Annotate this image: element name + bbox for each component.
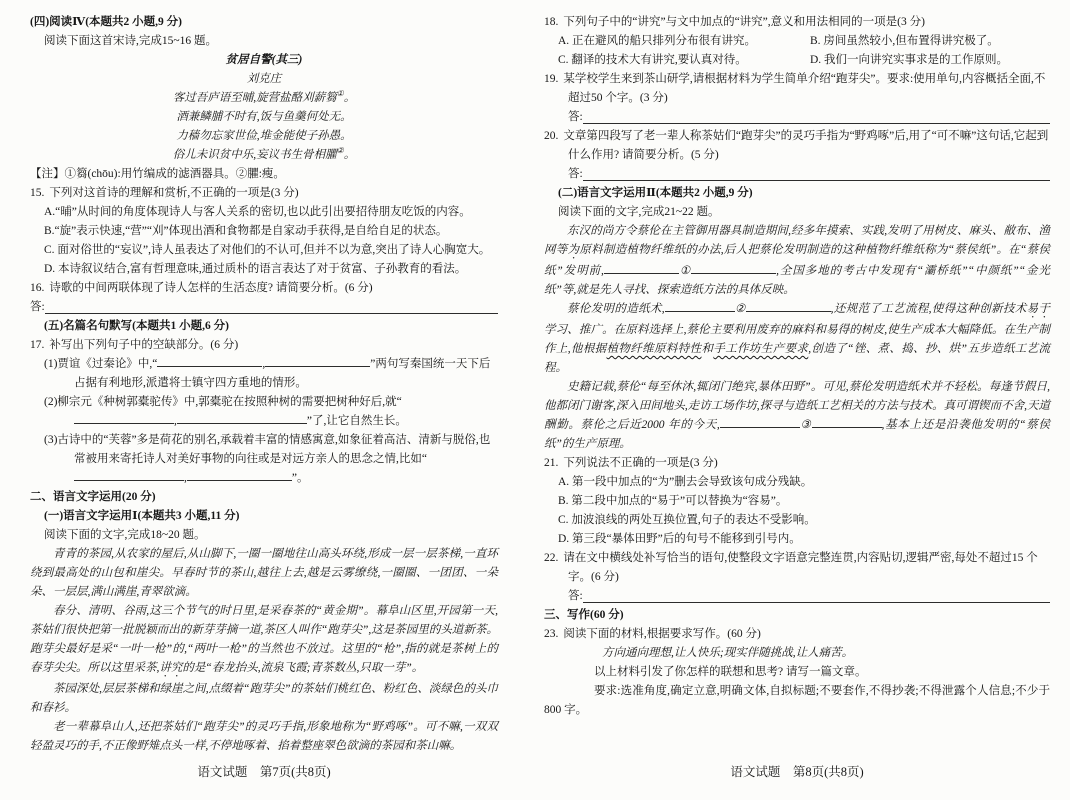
essay-material: 方向通向理想,让人快乐;现实伴随挑战,让人痛苦。 xyxy=(602,647,854,659)
p1-text-b: 原料制造植物纤维纸的办法,后人把蔡伦发明制造的这种植物纤维纸称为“蔡侯纸”。在“蔡侯纸”发明前, xyxy=(544,244,1051,277)
passage-paragraph-4: 老一辈幕阜山人,还把茶姑们“跑芽尖”的灵巧手指,形象地称为“野鸡啄”。可不嘛,一双双轻盈灵巧的手,不正像野雉点头一样,不停地啄着、掐着整座翠色欲滴的茶园和茶山嘛。 xyxy=(30,721,498,752)
poem-footnotes: 【注】①篘(chōu):用竹编成的滤酒器具。②臞:瘦。 xyxy=(30,168,285,180)
question-17-number: 17. xyxy=(30,339,45,351)
paragraph-2-text: 春分、清明、谷雨,这三个节气的时日里,是采春茶的“黄金期”。幕阜山区里,开园第一天,茶姑们很快把第一批脱颖而出的新芽芽摘一道,茶区人叫作“跑芽尖”,这是茶园里的头道新茶。跑芽尖最好是采“一叶一枪”的,“两叶一枪”的当然也不放过。这里的“枪”,指的就是茶树上的春芽尖尖。所以这里采茶, xyxy=(30,605,498,674)
question-20-stem: 文章第四段写了老一辈人称茶姑们“跑芽尖”的灵巧手指为“野鸡啄”后,用了“可不嘛”这句话,它起到什么作用? 请简要分析。(5 分) xyxy=(563,130,1049,161)
section-iv-heading: (四)阅读Ⅳ(本题共2 小题,9 分) xyxy=(30,16,182,28)
comma: , xyxy=(262,358,266,370)
item-1-text: (1)贾谊《过秦论》中,“ xyxy=(44,358,158,370)
fill-in-blank xyxy=(720,416,800,428)
question-19-stem: 某学校学生来到茶山研学,请根据材料为学生简单介绍“跑芽尖”。要求:使用单句,内容概括全面,不超过50 个字。(3 分) xyxy=(563,73,1046,104)
fill-in-blank xyxy=(691,262,776,274)
question-16-answer-line xyxy=(30,298,498,317)
question-17-item-2 xyxy=(44,393,498,431)
passage-paragraph-2 xyxy=(30,602,498,680)
question-18-options-cd xyxy=(558,51,1050,70)
circled-number-2: ② xyxy=(734,303,746,315)
emphasis-dotted-wei: 为 xyxy=(567,244,580,256)
question-21-stem: 下列说法不正确的一项是(3 分) xyxy=(563,457,718,469)
question-21-option-d: D. 第三段“暴体田野”后的句号不能移到引号内。 xyxy=(558,533,801,545)
poem-author: 刘克庄 xyxy=(246,73,282,85)
question-18-option-d: D. 我们一向讲究实事求是的工作原则。 xyxy=(810,54,1009,66)
question-23-stem: 阅读下面的材料,根据要求写作。(60 分) xyxy=(563,628,761,640)
reading-instruction-passage-2: 阅读下面的文字,完成21~22 题。 xyxy=(558,206,720,218)
p2-text-b: ,还规范了工艺流程,使得这种创新技术 xyxy=(830,303,1027,315)
question-15-option-d: D. 本诗叙议结合,富有哲理意味,通过质朴的语言表达了对于贫富、子孙教育的看法。 xyxy=(44,263,467,275)
question-21-option-a: A. 第一段中加点的“为”删去会导致该句成分残缺。 xyxy=(558,476,813,488)
fill-in-blank xyxy=(265,355,370,367)
question-17-item-1 xyxy=(44,355,498,393)
wavy-underline-phrase-2: 手工作坊生产要求 xyxy=(713,343,809,355)
question-15-option-c: C. 面对俗世的“妄议”,诗人虽表达了对他们的不认可,但并不以为意,突出了诗人心胸宽大。 xyxy=(44,244,491,256)
p2-conjunction: 和 xyxy=(701,343,714,355)
question-18-option-b: B. 房间虽然较小,但布置得讲究极了。 xyxy=(810,35,999,47)
answer-blank xyxy=(583,123,1050,124)
p3-text-b: ,基本上还是沿袭他发明的“蔡侯纸”的生产原理。 xyxy=(544,419,1050,450)
question-20-number: 20. xyxy=(544,130,559,142)
reading-instruction-passage-1: 阅读下面的文字,完成18~20 题。 xyxy=(44,529,206,541)
fill-in-blank xyxy=(746,300,831,312)
tea-garden-passage xyxy=(30,545,498,756)
question-18-stem: 下列句子中的“讲究”与文中加点的“讲究”,意义和用法相同的一项是(3 分) xyxy=(563,16,925,28)
essay-prompt: 以上材料引发了你怎样的联想和思考? 请写一篇文章。 xyxy=(594,666,867,678)
page-8-footer: 语文试题 第8页(共8页) xyxy=(730,765,864,779)
question-19 xyxy=(544,70,1050,108)
passage2-paragraph-3 xyxy=(544,378,1050,454)
section-v-heading: (五)名篇名句默写(本题共1 小题,6 分) xyxy=(44,320,229,332)
passage2-paragraph-2 xyxy=(544,300,1050,378)
passage-paragraph-3: 茶园深处,层层茶梯和绿崖之间,点缀着“跑芽尖”的茶姑们桃红色、粉红色、淡绿色的头巾和春衫。 xyxy=(30,683,498,714)
question-22 xyxy=(544,549,1050,587)
question-17 xyxy=(30,336,498,355)
item-2-tail: ”了,让它自然生长。 xyxy=(306,415,407,427)
question-20 xyxy=(544,127,1050,165)
wavy-underline-phrase-1: 植物纤维原料特性 xyxy=(606,343,702,355)
answer-blank xyxy=(583,180,1050,181)
reading-instruction-poem: 阅读下面这首宋诗,完成15~16 题。 xyxy=(44,35,217,47)
poem-line-4 xyxy=(30,146,498,165)
p2-text-c: 学习、推广。在原料选择上,蔡伦主要利用废弃的麻料和易得的树皮,使生产成本大幅降低。在生产制作上,他根据 xyxy=(544,324,1050,355)
p3-text-a: 史籍记载,蔡伦“每至休沐,辄闭门绝宾,暴体田野”。可见,蔡伦发明造纸术并不轻松。每逢节假日,他都闭门谢客,深入田间地头,走访工场作坊,探寻与造纸工艺相关的方法与技术。真可谓锲而不舍,天道酬勤。蔡伦之后近2000 年的今天, xyxy=(544,381,1050,431)
question-17-stem: 补写出下列句子中的空缺部分。(6 分) xyxy=(49,339,239,351)
circled-number-1: ① xyxy=(678,265,692,277)
question-21-option-b: B. 第二段中加点的“易于”可以替换为“容易”。 xyxy=(558,495,788,507)
circled-number-3: ③ xyxy=(799,419,812,431)
poem-line-4-period: 。 xyxy=(343,149,356,161)
question-16 xyxy=(30,279,498,298)
question-15-option-a: A.“晡”从时间的角度体现诗人与客人关系的密切,也以此引出要招待朋友吃饭的内容。 xyxy=(44,206,471,218)
question-19-answer-line xyxy=(568,108,1050,127)
question-16-stem: 诗歌的中间两联体现了诗人怎样的生活态度? 请简要分析。(6 分) xyxy=(49,282,373,294)
fill-in-blank xyxy=(665,300,735,312)
answer-blank xyxy=(45,313,498,314)
p1-text-c: ,全国多地的考古中发现有“灞桥纸”“中颜纸”“金光纸”等,就是先人寻找、探索造纸方法的具体反映。 xyxy=(544,265,1050,296)
fill-in-blank xyxy=(177,412,307,424)
answer-label: 答: xyxy=(568,111,583,123)
answer-label: 答: xyxy=(568,590,583,602)
fill-in-blank xyxy=(74,412,174,424)
fill-in-blank xyxy=(74,469,184,481)
question-15-number: 15. xyxy=(30,187,45,199)
question-18-option-a: A. 正在避风的船只排列分布很有讲究。 xyxy=(558,35,757,47)
question-16-number: 16. xyxy=(30,282,45,294)
question-21-number: 21. xyxy=(544,457,559,469)
page-7-footer: 语文试题 第7页(共8页) xyxy=(197,765,331,779)
item-3-text: (3)古诗中的“芙蓉”多是荷花的别名,承载着丰富的情感寓意,如象征着高洁、清新与脱俗,也常被用来寄托诗人对美好事物的向往或是对远方亲人的思念之情,比如“ xyxy=(44,434,491,465)
poem-line-1-text: 客过吾庐语至晡,旋营盐酪刈薪篘 xyxy=(172,92,337,104)
essay-requirements: 要求:选准角度,确定立意,明确文体,自拟标题;不要套作,不得抄袭;不得泄露个人信息;不少于800 字。 xyxy=(544,685,1050,716)
subsection-2-heading: (二)语言文字运用Ⅱ(本题共2 小题,9 分) xyxy=(558,187,753,199)
question-18-option-c: C. 翻译的技术大有讲究,要认真对待。 xyxy=(558,54,747,66)
answer-blank xyxy=(583,602,1050,603)
paragraph-2-tail: 的是“春龙抬头,流泉飞霞;青茶数丛,只取一芽”。 xyxy=(182,662,424,674)
poem-line-3: 力穑勿忘家世俭,堆金能使子孙愚。 xyxy=(176,130,352,142)
question-23-number: 23. xyxy=(544,628,559,640)
section-2-heading: 二、语言文字运用(20 分) xyxy=(30,491,156,503)
fill-in-blank xyxy=(812,416,882,428)
answer-label: 答: xyxy=(30,301,45,313)
cai-lun-passage xyxy=(544,222,1050,454)
question-18-options-ab xyxy=(558,32,1050,51)
poem-line-1 xyxy=(30,89,498,108)
question-15-option-b: B.“旋”表示快速,“营”“刈”体现出酒和食物都是自家动手获得,是自给自足的状态。 xyxy=(44,225,448,237)
item-1-tail: ”两句写秦国统一天下后占据有利地形,派遣将士镇守四方重地的情形。 xyxy=(74,358,491,389)
answer-label: 答: xyxy=(568,168,583,180)
emphasis-dotted-yiyu: 易于 xyxy=(1026,303,1051,315)
question-20-answer-line xyxy=(568,165,1050,184)
question-22-number: 22. xyxy=(544,552,559,564)
passage2-paragraph-1 xyxy=(544,222,1050,300)
page-7-column xyxy=(30,13,498,756)
fill-in-blank xyxy=(604,262,679,274)
poem-title: 贫居自警(其三) xyxy=(225,54,303,66)
page-8-column xyxy=(544,13,1050,720)
item-2-text: (2)柳宗元《种树郭橐驼传》中,郭橐驼在按照种树的需要把树种好后,就“ xyxy=(44,396,402,408)
poem-line-1-period: 。 xyxy=(343,92,356,104)
question-23 xyxy=(544,625,1050,644)
comma: , xyxy=(174,415,177,427)
fill-in-blank xyxy=(187,469,292,481)
question-15-stem: 下列对这首诗的理解和赏析,不正确的一项是(3 分) xyxy=(49,187,299,199)
subsection-1-heading: (一)语言文字运用Ⅰ(本题共3 小题,11 分) xyxy=(44,510,240,522)
question-18 xyxy=(544,13,1050,32)
fill-in-blank xyxy=(157,355,262,367)
p1-text-a: 东汉的尚方令蔡伦在主管御用器具制造期间,经多年摸索、实践,发明了用树皮、麻头、敝布、渔网等 xyxy=(544,225,1050,256)
item-3-tail: ”。 xyxy=(291,472,309,484)
question-21-option-c: C. 加波浪线的两处互换位置,句子的表达不受影响。 xyxy=(558,514,816,526)
question-22-answer-line xyxy=(568,587,1050,606)
section-3-heading: 三、写作(60 分) xyxy=(544,609,624,621)
question-21 xyxy=(544,454,1050,473)
question-22-stem: 请在文中横线处补写恰当的语句,使整段文字语意完整连贯,内容贴切,逻辑严密,每处不超过15 个字。(6 分) xyxy=(563,552,1038,583)
p2-text-a: 蔡伦发明的造纸术, xyxy=(567,303,665,315)
poem-line-4-text: 俗儿未识贫中乐,妄议书生骨相臞 xyxy=(172,149,337,161)
question-19-number: 19. xyxy=(544,73,559,85)
question-17-item-3 xyxy=(44,431,498,488)
footnote-mark-2: ② xyxy=(336,146,344,156)
question-15 xyxy=(30,184,498,203)
passage-paragraph-1: 青青的茶园,从农家的屋后,从山脚下,一圈一圈地往山高头环绕,形成一层一层茶梯,一直环绕到最高处的山包和崖尖。早春时节的茶山,越往上去,越是云雾缭绕,一圈圈、一团团、一朵朵、一层层,满山满崖,青翠欲滴。 xyxy=(30,548,498,598)
comma: , xyxy=(184,472,187,484)
emphasis-dotted-word: 讲究 xyxy=(159,662,183,674)
p2-text-d: ,创造了“锉、煮、捣、抄、烘”五步造纸工艺流程。 xyxy=(544,343,1051,374)
poem-line-2: 酒兼鳞脯不时有,饭与鱼羹何处无。 xyxy=(176,111,352,123)
footnote-mark-1: ① xyxy=(336,89,344,99)
question-18-number: 18. xyxy=(544,16,559,28)
